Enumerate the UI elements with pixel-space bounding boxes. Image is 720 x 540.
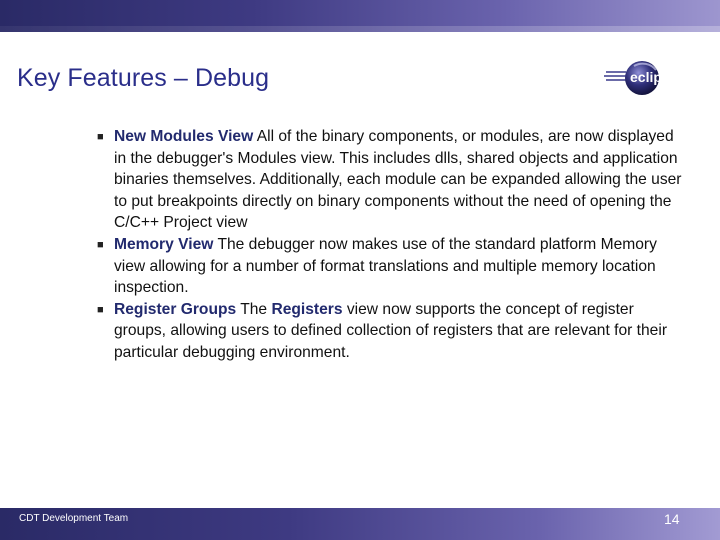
footer-team: CDT Development Team [19,513,129,524]
eclipse-logo [604,58,700,98]
bullet-text: The debugger now makes use of the standard platform Memory view allowing for a number of format translations and multiple memory location inspection. [114,235,657,297]
slide-title: Key Features – Debug [17,64,270,92]
page-number: 14 [664,511,680,527]
list-item [97,299,687,364]
bullet-term: Register Groups [114,300,237,318]
square-bullet-icon: ■ [97,131,104,143]
bullet-text: All of the binary components, or modules, are now displayed in the debugger's Modules view. This includes dlls, shared objects and application binaries themselves. Additionally, each module can be expanded allowing the user to put breakpoints directly on binary components without the need of opening the C/C++ Project view [114,128,682,232]
bullet-text: view now supports the concept of register groups, allowing users to defined collection of registers that are relevant for their particular debugging environment. [114,300,668,361]
header-band [0,0,720,32]
list-item [97,126,687,234]
list-item [97,234,687,299]
bullet-term: New Modules View [114,128,254,145]
square-bullet-icon: ■ [97,238,104,251]
logo-text: eclipse [630,69,678,85]
feature-list [97,126,687,364]
bullet-text: The [236,300,272,318]
bullet-term-inline: Registers [271,300,343,318]
square-bullet-icon: ■ [97,303,104,316]
bullet-term: Memory View [114,235,214,253]
